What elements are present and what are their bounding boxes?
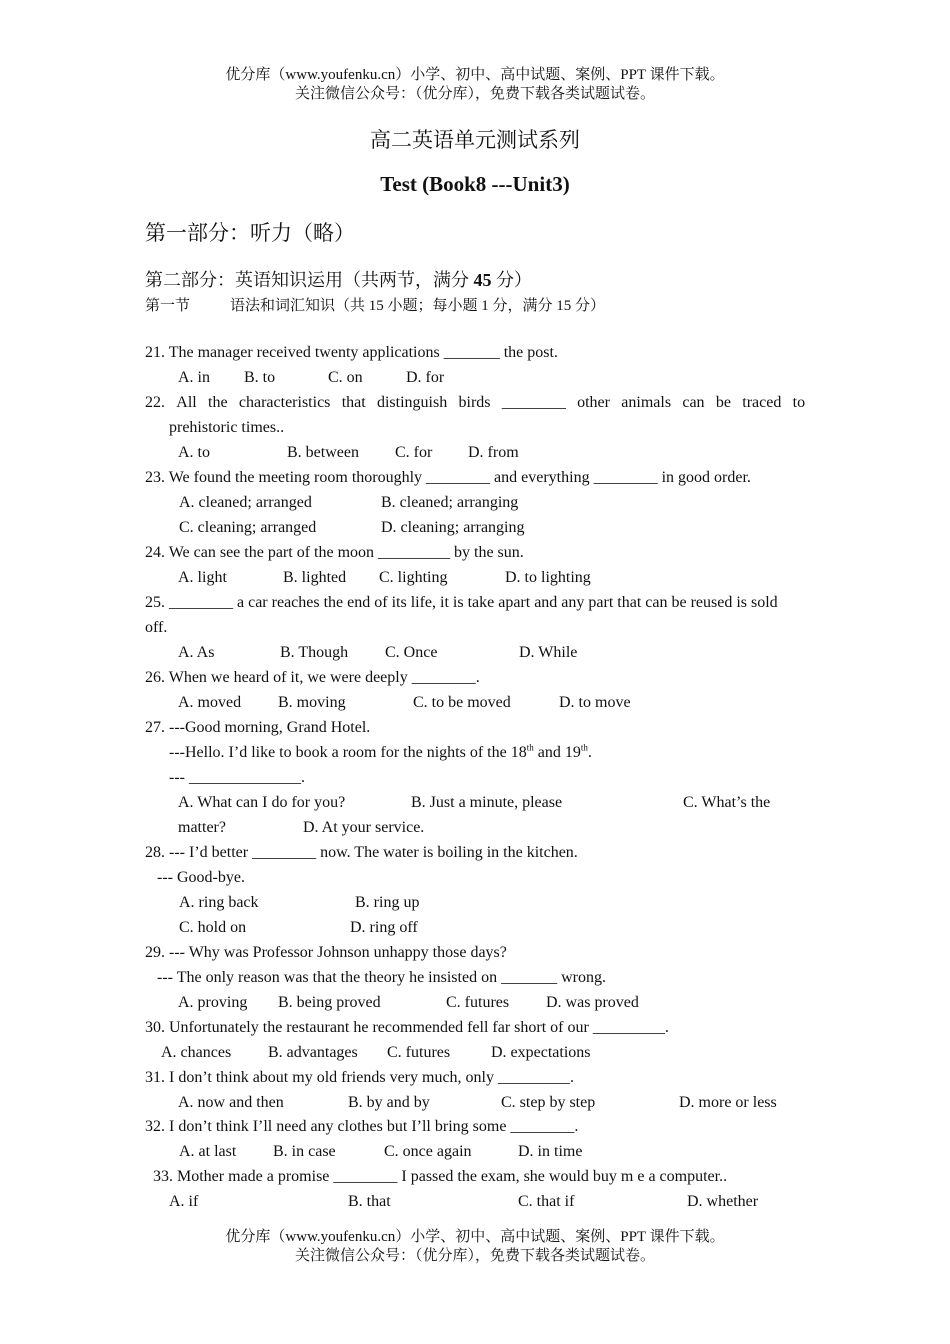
question-33: 33. Mother made a promise ________ I passed the exam, she would buy m e a computer.. xyxy=(153,1168,728,1185)
part-two-suffix: 分） xyxy=(491,270,532,290)
q26-option-b: B. moving xyxy=(278,694,346,711)
section-one-label: 第一节 xyxy=(145,298,191,314)
question-25: 25. ________ a car reaches the end of its life, it is take apart and any part that can be reused is sold xyxy=(145,594,778,611)
q28-option-a: A. ring back xyxy=(179,894,259,911)
question-29-line-2: --- The only reason was that the theory he insisted on _______ wrong. xyxy=(157,969,606,986)
q29-option-c: C. futures xyxy=(446,994,510,1011)
question-22 xyxy=(145,393,805,413)
q24-option-b: B. lighted xyxy=(283,569,347,586)
q22-word: characteristics xyxy=(238,394,331,411)
q32-option-b: B. in case xyxy=(273,1143,336,1160)
question-32: 32. I don’t think I’ll need any clothes but I’ll bring some ________. xyxy=(145,1118,579,1135)
q22-word: the xyxy=(208,394,228,411)
part-one-heading: 第一部分：听力（略） xyxy=(145,221,355,245)
q33-option-a: A. if xyxy=(169,1193,199,1210)
q22-word: 22. xyxy=(145,394,165,411)
q27-option-d: D. At your service. xyxy=(303,819,425,836)
q22-word: traced xyxy=(742,394,782,411)
footer-line-1: 优分库（www.youfenku.cn）小学、初中、高中试题、案例、PPT 课件下载。 xyxy=(225,1229,725,1245)
q21-option-b: B. to xyxy=(244,369,276,386)
q31-option-a: A. now and then xyxy=(178,1094,284,1111)
question-26: 26. When we heard of it, we were deeply ________. xyxy=(145,669,480,686)
q27-option-b: B. Just a minute, please xyxy=(411,794,563,811)
q22-word: animals xyxy=(621,394,672,411)
question-21: 21. The manager received twenty applications _______ the post. xyxy=(145,344,558,361)
q28-option-b: B. ring up xyxy=(355,894,420,911)
question-27: 27. ---Good morning, Grand Hotel. xyxy=(145,719,371,736)
header-line-1: 优分库（www.youfenku.cn）小学、初中、高中试题、案例、PPT 课件下载。 xyxy=(225,67,725,83)
q22-word: that xyxy=(341,394,366,411)
q23-option-b: B. cleaned; arranging xyxy=(381,494,519,511)
q22-word: birds xyxy=(458,394,491,411)
q32-option-d: D. in time xyxy=(518,1143,583,1160)
q27-text: . xyxy=(587,744,592,761)
q25-option-c: C. Once xyxy=(385,644,438,661)
part-two-prefix: 第二部分：英语知识运用（共两节，满分 xyxy=(145,270,474,290)
q31-option-d: D. more or less xyxy=(679,1094,777,1111)
q22-word: be xyxy=(715,394,731,411)
part-two-heading xyxy=(145,266,532,292)
q24-option-c: C. lighting xyxy=(379,569,448,586)
q29-option-d: D. was proved xyxy=(546,994,639,1011)
q26-option-a: A. moved xyxy=(178,694,242,711)
q30-option-c: C. futures xyxy=(387,1044,451,1061)
q27-text: ---Hello. I’d like to book a room for the nights of the 18 xyxy=(169,744,527,761)
question-28-line-2: --- Good-bye. xyxy=(157,869,245,886)
test-title: Test (Book8 ---Unit3) xyxy=(380,172,570,196)
page-footer xyxy=(0,1228,950,1266)
q22-word: All xyxy=(176,394,197,411)
q21-option-d: D. for xyxy=(406,369,445,386)
q29-option-a: A. proving xyxy=(178,994,248,1011)
footer-line-2: 关注微信公众号：（优分库），免费下载各类试题试卷。 xyxy=(294,1248,655,1264)
q22-word: other xyxy=(577,394,610,411)
question-29: 29. --- Why was Professor Johnson unhappy those days? xyxy=(145,944,507,961)
q30-option-b: B. advantages xyxy=(268,1044,358,1061)
q33-option-b: B. that xyxy=(348,1193,391,1210)
q30-option-d: D. expectations xyxy=(491,1044,591,1061)
question-30: 30. Unfortunately the restaurant he recommended fell far short of our _________. xyxy=(145,1019,669,1036)
question-23: 23. We found the meeting room thoroughly ________ and everything ________ in good order. xyxy=(145,469,751,486)
q21-option-c: C. on xyxy=(328,369,363,386)
q23-option-a: A. cleaned; arranged xyxy=(179,494,312,511)
q33-option-c: C. that if xyxy=(518,1193,575,1210)
q22-word: to xyxy=(792,394,806,411)
question-31: 31. I don’t think about my old friends very much, only _________. xyxy=(145,1069,574,1086)
q22-option-d: D. from xyxy=(468,444,519,461)
page-header xyxy=(0,66,950,104)
section-one-heading xyxy=(145,294,605,315)
q27-superscript: th xyxy=(526,742,534,753)
question-28: 28. --- I’d better ________ now. The water is boiling in the kitchen. xyxy=(145,844,578,861)
q23-option-d: D. cleaning; arranging xyxy=(381,519,525,536)
q22-option-c: C. for xyxy=(395,444,433,461)
section-one-description: 语法和词汇知识（共 15 小题；每小题 1 分，满分 15 分） xyxy=(230,298,606,314)
q26-option-d: D. to move xyxy=(559,694,631,711)
question-22-continuation: prehistoric times.. xyxy=(169,419,285,436)
q30-option-a: A. chances xyxy=(161,1044,232,1061)
question-25-continuation: off. xyxy=(145,619,168,636)
q29-option-b: B. being proved xyxy=(278,994,381,1011)
question-24: 24. We can see the part of the moon _________ by the sun. xyxy=(145,544,524,561)
q25-option-b: B. Though xyxy=(280,644,349,661)
q22-option-a: A. to xyxy=(178,444,210,461)
q31-option-c: C. step by step xyxy=(501,1094,596,1111)
q22-option-b: B. between xyxy=(287,444,359,461)
q27-text: and 19 xyxy=(533,744,581,761)
q27-option-a: A. What can I do for you? xyxy=(178,794,346,811)
q22-blank: ________ xyxy=(501,394,566,411)
q27-option-c-continuation: matter? xyxy=(178,819,226,836)
header-line-2: 关注微信公众号：（优分库），免费下载各类试题试卷。 xyxy=(294,86,655,102)
q26-option-c: C. to be moved xyxy=(413,694,511,711)
q32-option-c: C. once again xyxy=(384,1143,472,1160)
q25-option-d: D. While xyxy=(519,644,578,661)
question-27-line-3: --- ______________. xyxy=(169,769,305,786)
q24-option-d: D. to lighting xyxy=(505,569,591,586)
part-two-score: 45 xyxy=(473,270,492,290)
q28-option-d: D. ring off xyxy=(350,919,418,936)
q24-option-a: A. light xyxy=(178,569,227,586)
q22-word: distinguish xyxy=(376,394,448,411)
q27-superscript: th xyxy=(580,742,588,753)
q33-option-d: D. whether xyxy=(687,1193,759,1210)
series-title: 高二英语单元测试系列 xyxy=(370,128,580,152)
q23-option-c: C. cleaning; arranged xyxy=(179,519,317,536)
q22-word: can xyxy=(682,394,705,411)
question-27-line-2 xyxy=(169,743,592,763)
q31-option-b: B. by and by xyxy=(348,1094,430,1111)
q25-option-a: A. As xyxy=(178,644,215,661)
q28-option-c: C. hold on xyxy=(179,919,247,936)
q21-option-a: A. in xyxy=(178,369,210,386)
q32-option-a: A. at last xyxy=(179,1143,237,1160)
q27-option-c: C. What’s the xyxy=(683,794,771,811)
